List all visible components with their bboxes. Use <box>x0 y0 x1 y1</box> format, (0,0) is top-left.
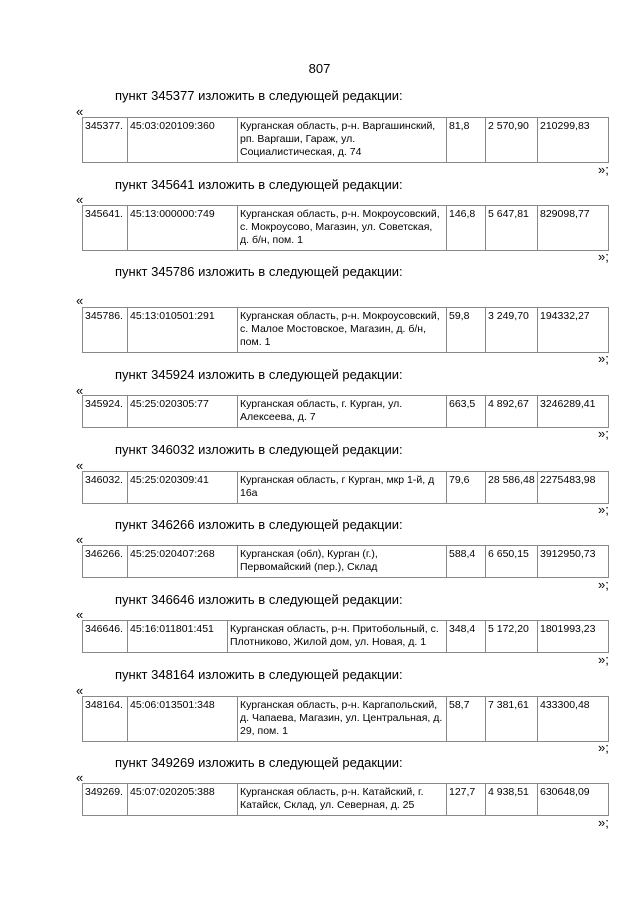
rate: 7 381,61 <box>486 697 538 742</box>
entry-table <box>82 620 609 653</box>
address: Курганская область, р-н. Притобольный, с. Плотниково, Жилой дом, ул. Новая, д. 1 <box>228 621 447 653</box>
entry-table <box>82 545 609 578</box>
quote-open: « <box>76 458 84 473</box>
quote-close: »; <box>598 577 609 592</box>
address: Курганская область, г Курган, мкр 1-й, д 16а <box>238 472 447 504</box>
address: Курганская область, р-н. Мокроусовский, с. Малое Мостовское, Магазин, д. б/н, пом. 1 <box>238 308 447 353</box>
area: 146,8 <box>447 206 486 251</box>
rate: 2 570,90 <box>486 118 538 163</box>
address: Курганская область, р-н. Катайский, г. Катайск, Склад, ул. Северная, д. 25 <box>238 784 447 816</box>
quote-close: »; <box>598 502 609 517</box>
heading: пункт 348164 изложить в следующей редакции: <box>115 667 403 682</box>
entry-table <box>82 696 609 742</box>
address: Курганская область, р-н. Мокроусовский, с. Мокроусово, Магазин, ул. Советская, д. б/н, пом. 1 <box>238 206 447 251</box>
value: 829098,77 <box>538 206 609 251</box>
value: 210299,83 <box>538 118 609 163</box>
quote-open: « <box>76 104 84 119</box>
entry-table <box>82 783 609 816</box>
address: Курганская область, р-н. Варгашинский, рп. Варгаши, Гараж, ул. Социалистическая, д. 74 <box>238 118 447 163</box>
quote-open: « <box>76 532 84 547</box>
page-number: 807 <box>308 61 331 76</box>
item-number: 345924. <box>83 396 128 428</box>
rate: 28 586,48 <box>486 472 538 504</box>
table-row <box>83 546 609 578</box>
cadastral-number: 45:13:000000:749 <box>128 206 238 251</box>
quote-close: »; <box>598 351 609 366</box>
cadastral-number: 45:03:020109:360 <box>128 118 238 163</box>
area: 348,4 <box>447 621 486 653</box>
heading: пункт 345924 изложить в следующей редакции: <box>115 367 403 382</box>
heading: пункт 346646 изложить в следующей редакции: <box>115 592 403 607</box>
quote-open: « <box>76 192 84 207</box>
item-number: 346266. <box>83 546 128 578</box>
cadastral-number: 45:16:011801:451 <box>128 621 228 653</box>
address: Курганская область, р-н. Каргапольский, д. Чапаева, Магазин, ул. Центральная, д. 29, пом. 1 <box>238 697 447 742</box>
item-number: 345786. <box>83 308 128 353</box>
cadastral-number: 45:25:020309:41 <box>128 472 238 504</box>
area: 81,8 <box>447 118 486 163</box>
cadastral-number: 45:25:020305:77 <box>128 396 238 428</box>
quote-open: « <box>76 770 84 785</box>
quote-open: « <box>76 293 84 308</box>
cadastral-number: 45:06:013501:348 <box>128 697 238 742</box>
table-row <box>83 472 609 504</box>
area: 588,4 <box>447 546 486 578</box>
quote-open: « <box>76 383 84 398</box>
value: 433300,48 <box>538 697 609 742</box>
table-row <box>83 118 609 163</box>
table-row <box>83 206 609 251</box>
quote-close: »; <box>598 815 609 830</box>
item-number: 349269. <box>83 784 128 816</box>
cadastral-number: 45:25:020407:268 <box>128 546 238 578</box>
entry-table <box>82 395 609 428</box>
quote-open: « <box>76 683 84 698</box>
area: 59,8 <box>447 308 486 353</box>
area: 663,5 <box>447 396 486 428</box>
item-number: 345377. <box>83 118 128 163</box>
item-number: 345641. <box>83 206 128 251</box>
heading: пункт 345377 изложить в следующей редакции: <box>115 88 403 103</box>
table-row <box>83 621 609 653</box>
entry-table <box>82 117 609 163</box>
rate: 5 647,81 <box>486 206 538 251</box>
entry-table <box>82 205 609 251</box>
item-number: 348164. <box>83 697 128 742</box>
area: 79,6 <box>447 472 486 504</box>
rate: 5 172,20 <box>486 621 538 653</box>
item-number: 346032. <box>83 472 128 504</box>
heading: пункт 345786 изложить в следующей редакции: <box>115 264 403 279</box>
entry-table <box>82 307 609 353</box>
value: 630648,09 <box>538 784 609 816</box>
address: Курганская область, г. Курган, ул. Алексеева, д. 7 <box>238 396 447 428</box>
value: 194332,27 <box>538 308 609 353</box>
heading: пункт 346032 изложить в следующей редакции: <box>115 442 403 457</box>
rate: 6 650,15 <box>486 546 538 578</box>
value: 3246289,41 <box>538 396 609 428</box>
value: 2275483,98 <box>538 472 609 504</box>
rate: 3 249,70 <box>486 308 538 353</box>
quote-close: »; <box>598 652 609 667</box>
quote-close: »; <box>598 740 609 755</box>
heading: пункт 349269 изложить в следующей редакции: <box>115 755 403 770</box>
cadastral-number: 45:13:010501:291 <box>128 308 238 353</box>
rate: 4 892,67 <box>486 396 538 428</box>
value: 3912950,73 <box>538 546 609 578</box>
area: 127,7 <box>447 784 486 816</box>
table-row <box>83 396 609 428</box>
table-row <box>83 697 609 742</box>
quote-close: »; <box>598 162 609 177</box>
rate: 4 938,51 <box>486 784 538 816</box>
entry-table <box>82 471 609 504</box>
value: 1801993,23 <box>538 621 609 653</box>
table-row <box>83 308 609 353</box>
area: 58,7 <box>447 697 486 742</box>
quote-close: »; <box>598 426 609 441</box>
heading: пункт 345641 изложить в следующей редакции: <box>115 177 403 192</box>
quote-open: « <box>76 607 84 622</box>
cadastral-number: 45:07:020205:388 <box>128 784 238 816</box>
address: Курганская (обл), Курган (г.), Первомайский (пер.), Склад <box>238 546 447 578</box>
item-number: 346646. <box>83 621 128 653</box>
quote-close: »; <box>598 249 609 264</box>
table-row <box>83 784 609 816</box>
heading: пункт 346266 изложить в следующей редакции: <box>115 517 403 532</box>
